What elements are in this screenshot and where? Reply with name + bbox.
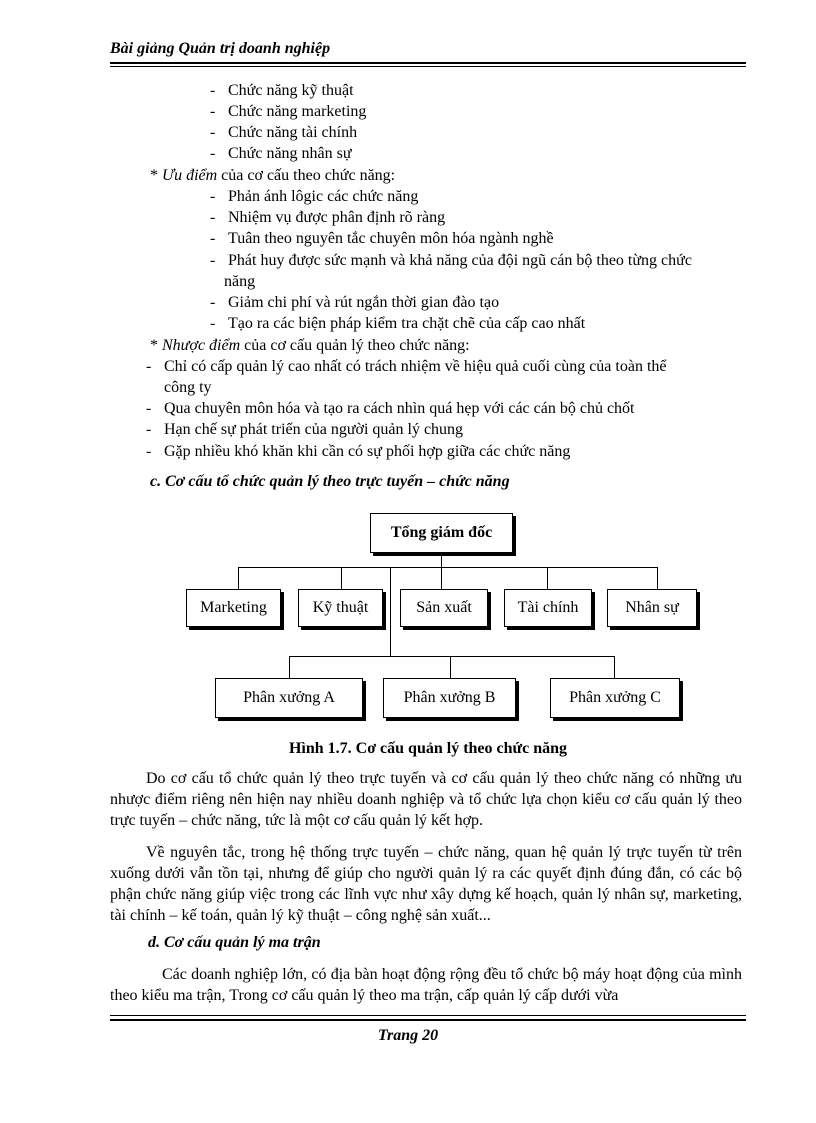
list-item: - Giảm chi phí và rút ngắn thời gian đào tạo — [210, 294, 500, 311]
list-item-continuation: công ty — [164, 379, 212, 396]
section-title: d. Cơ cấu quản lý ma trận — [148, 934, 321, 951]
connector — [289, 656, 290, 678]
list-item-continuation: năng — [224, 273, 256, 290]
org-node-function: Marketing — [186, 589, 281, 627]
connector — [390, 567, 391, 657]
header-rule-thin — [110, 66, 746, 67]
list-item: - Phản ánh lôgic các chức năng — [210, 188, 419, 205]
footer-rule-thin — [110, 1015, 746, 1016]
connector — [238, 567, 239, 589]
list-item: - Chỉ có cấp quản lý cao nhất có trách nhiệm về hiệu quả cuối cùng của toàn thể — [146, 358, 667, 375]
list-item: - Tuân theo nguyên tắc chuyên môn hóa ngành nghề — [210, 230, 554, 247]
connector — [441, 553, 442, 567]
figure-caption: Hình 1.7. Cơ cấu quản lý theo chức năng — [288, 740, 568, 757]
list-item: - Tạo ra các biện pháp kiểm tra chặt chẽ của cấp cao nhất — [210, 315, 586, 332]
list-item: - Hạn chế sự phát triển của người quản lý chung — [146, 421, 464, 438]
paragraph: Do cơ cấu tổ chức quản lý theo trực tuyến và cơ cấu quản lý theo chức năng có những ưu nhược điểm riêng nên hiện nay nhiều doanh nghiệp và tổ chức lựa chọn kiểu cơ cấu quản lý theo trực tuyến – chức năng, tức là một cơ cấu quản lý kết hợp. — [110, 770, 742, 829]
header-rule — [110, 62, 746, 64]
footer-rule — [110, 1019, 746, 1021]
list-item: - Chức năng kỹ thuật — [210, 82, 354, 99]
connector — [614, 656, 615, 678]
section-title: c. Cơ cấu tổ chức quản lý theo trực tuyến – chức năng — [150, 473, 510, 490]
list-item: - Chức năng tài chính — [210, 124, 358, 141]
connector — [341, 567, 342, 589]
connector — [441, 567, 442, 589]
org-node-workshop: Phân xưởng A — [215, 678, 363, 718]
page-number: Trang 20 — [377, 1027, 439, 1044]
paragraph: Các doanh nghiệp lớn, có địa bàn hoạt động rộng đều tổ chức bộ máy hoạt động của mình theo kiểu ma trận, Trong cơ cấu quản lý theo ma trận, cấp quản lý cấp dưới vừa — [110, 966, 742, 1004]
paragraph: Về nguyên tắc, trong hệ thống trực tuyến – chức năng, quan hệ quản lý trực tuyến từ trên xuống dưới vẫn tồn tại, nhưng để giúp cho người quản lý ra các quyết định đúng đắn, có các bộ phận chức năng giúp việc trong các lĩnh vực như xây dựng kế hoạch, quản lý nhân sự, marketing, tài chính – kế toán, quản lý kỹ thuật – công nghệ sản xuất... — [110, 844, 742, 924]
connector — [657, 567, 658, 589]
disadvantages-heading: * Nhược điểm của cơ cấu quản lý theo chức năng: — [150, 337, 470, 354]
org-node-function: Nhân sự — [607, 589, 697, 627]
org-node-function: Sản xuất — [400, 589, 488, 627]
org-node-ceo: Tổng giám đốc — [370, 513, 513, 553]
list-item: - Gặp nhiều khó khăn khi cần có sự phối hợp giữa các chức năng — [146, 443, 571, 460]
list-item: - Chức năng marketing — [210, 103, 367, 120]
connector — [238, 567, 658, 568]
org-node-workshop: Phân xưởng B — [383, 678, 516, 718]
list-item: - Chức năng nhân sự — [210, 145, 352, 162]
page-header: Bài giảng Quản trị doanh nghiệp — [110, 40, 331, 57]
list-item: - Qua chuyên môn hóa và tạo ra cách nhìn quá hẹp với các cán bộ chủ chốt — [146, 400, 635, 417]
list-item: - Nhiệm vụ được phân định rõ ràng — [210, 209, 446, 226]
connector — [289, 656, 614, 657]
advantages-heading: * Ưu điểm của cơ cấu theo chức năng: — [150, 167, 396, 184]
org-node-workshop: Phân xưởng C — [550, 678, 680, 718]
connector — [547, 567, 548, 589]
connector — [450, 656, 451, 678]
list-item: - Phát huy được sức mạnh và khả năng của đội ngũ cán bộ theo từng chức — [210, 252, 692, 269]
org-node-function: Kỹ thuật — [298, 589, 383, 627]
org-node-function: Tài chính — [504, 589, 592, 627]
